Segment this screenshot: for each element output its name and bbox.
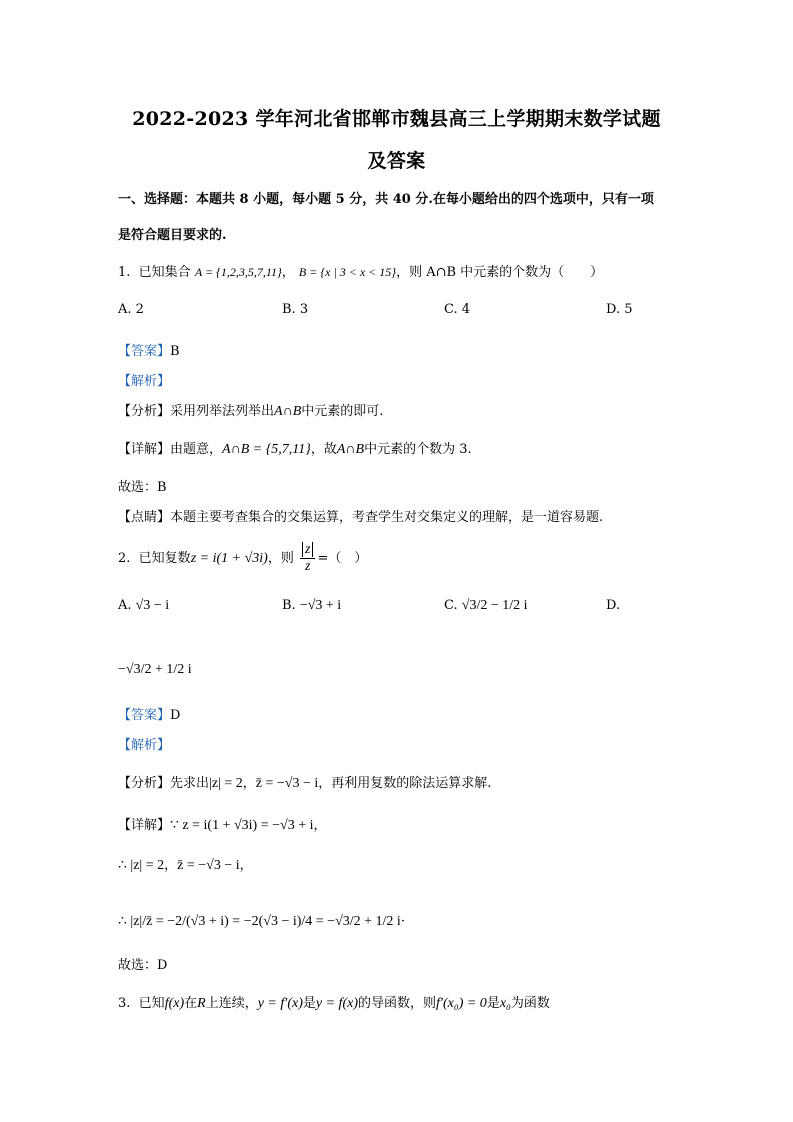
q2-stem: [118, 542, 367, 575]
q3-post: 为函数: [510, 996, 550, 1011]
q2-detail-expr: ∵ z = i(1 + √3i) = −√3 + i: [170, 818, 314, 833]
q2-number: 2.: [118, 551, 131, 566]
q2-stem-fraction: $\frac{z}{z}$: [300, 542, 315, 575]
q2-fenxi-pre: 先求出: [170, 776, 210, 791]
q2-option-a-label: A.: [118, 598, 132, 613]
q2-fenxi: [118, 774, 491, 794]
q1-option-a-label: A.: [118, 302, 132, 317]
q1-option-d-label: D.: [606, 302, 621, 317]
q2-answer: [118, 706, 180, 726]
q1-option-c: [444, 300, 470, 320]
q1-number: 1.: [118, 265, 131, 280]
q1-fenxi-post: 中元素的即可.: [301, 404, 384, 419]
q2-option-d-value-text: −√3/2 + 1/2 i: [118, 662, 192, 677]
q3-expr5: x₀: [499, 996, 511, 1011]
q1-stem: [118, 262, 603, 283]
q2-stem-post: =（ ）: [317, 551, 368, 566]
q2-step2-sep: ，: [164, 858, 178, 873]
q1-detail-expr: A∩B = {5,7,11}: [222, 442, 311, 457]
q2-step2-end: ，: [239, 858, 253, 873]
q2-option-c: [444, 596, 528, 616]
q3-stem: [118, 994, 550, 1014]
q1-answer-tag: 【答案】: [118, 344, 171, 359]
q2-step2-expr1: ∴ |z| = 2: [118, 858, 165, 873]
q1-stem-pre: 已知集合: [138, 265, 191, 280]
q2-analysis-tag: 【解析】: [118, 738, 171, 753]
q2-step3: [118, 912, 405, 932]
q2-stem-pre: 已知复数: [138, 551, 191, 566]
q1-option-b-label: B.: [282, 302, 296, 317]
q2-step2-expr2: z̄ = −√3 − i: [177, 858, 240, 873]
q1-comment-tag: 【点睛】: [118, 510, 171, 525]
q3-mid1: 在: [184, 996, 198, 1011]
q2-choose: 故选：D: [118, 958, 168, 973]
q1-option-d-value: 5: [624, 302, 633, 317]
q2-fenxi-tag: 【分析】: [118, 776, 171, 791]
doc-title-line1: 2022-2023 学年河北省邯郸市魏县高三上学期期末数学试题: [132, 108, 661, 130]
q1-detail-mid: ，故: [310, 442, 337, 457]
q1-stem-post: ，则 A∩B 中元素的个数为（ ）: [396, 265, 604, 280]
q2-option-d-label: D.: [606, 598, 621, 613]
q1-option-a: [118, 300, 144, 320]
q1-option-c-label: C.: [444, 302, 458, 317]
q2-answer-tag: 【答案】: [118, 708, 171, 723]
q2-fenxi-post: ，再利用复数的除法运算求解.: [318, 776, 492, 791]
q2-fenxi-sep: ，: [242, 776, 256, 791]
q1-set-a: A = {1,2,3,5,7,11}: [194, 265, 282, 279]
q2-answer-value: D: [170, 708, 181, 723]
q1-detail: [118, 440, 472, 460]
q3-mid4: 的导函数，则: [357, 996, 436, 1011]
doc-title-line2: 及答案: [367, 150, 426, 172]
q2-option-c-label: C.: [444, 598, 458, 613]
q1-detail-post: 中元素的个数为 3.: [364, 442, 472, 457]
q1-option-b-value: 3: [299, 302, 309, 317]
q1-fenxi-expr: A∩B: [274, 404, 302, 419]
q2-option-a-value: √3 − i: [135, 598, 170, 613]
q1-option-d: [606, 300, 633, 320]
q1-comment: [118, 508, 603, 528]
q2-option-d-value: [118, 660, 192, 680]
q1-option-c-value: 4: [461, 302, 471, 317]
q2-step2: [118, 856, 253, 876]
q3-expr3: y = f(x): [315, 996, 358, 1011]
q3-stem-pre: 已知: [138, 996, 165, 1011]
q3-expr4: f′(x₀) = 0: [436, 996, 487, 1011]
q2-option-b: [282, 596, 341, 616]
q1-option-b: [282, 300, 308, 320]
q1-answer-value: B: [170, 344, 180, 359]
q2-stem-mid: ，则: [267, 551, 294, 566]
q2-option-c-value: √3/2 − 1/2 i: [461, 598, 528, 613]
q2-fenxi-expr2: z̄ = −√3 − i: [255, 776, 319, 791]
q3-number: 3.: [118, 996, 131, 1011]
q2-step3-expr: ∴ |z|/z̄ = −2/(√3 + i) = −2(√3 − i)/4 = −√3/2 + 1/2 i: [118, 914, 401, 929]
q3-mid5: 是: [486, 996, 500, 1011]
q2-detail: [118, 816, 327, 836]
q2-stem-expr: z = i(1 + √3i): [190, 551, 268, 566]
q1-comment-text: 本题主要考查集合的交集运算，考查学生对交集定义的理解，是一道容易题.: [170, 510, 604, 525]
q2-option-b-label: B.: [282, 598, 296, 613]
q2-option-a: [118, 596, 169, 616]
q1-answer: [118, 342, 180, 362]
q1-sep: ，: [281, 265, 295, 280]
q3-mid2: 上连续，: [205, 996, 258, 1011]
q1-detail-pre: 由题意，: [170, 442, 223, 457]
q1-fenxi-pre: 采用列举法列举出: [170, 404, 275, 419]
q3-mid3: 是: [302, 996, 316, 1011]
q1-fenxi-tag: 【分析】: [118, 404, 171, 419]
q2-fenxi-expr1: |z| = 2: [209, 776, 243, 791]
q1-detail-expr2: A∩B: [336, 442, 365, 457]
section-heading-line2: 是符合题目要求的.: [118, 228, 227, 243]
q3-expr1: f(x): [164, 996, 185, 1011]
q2-option-b-value: −√3 + i: [299, 598, 342, 613]
q1-analysis-tag: 【解析】: [118, 374, 171, 389]
q2-step3-end: ·: [400, 914, 405, 929]
q1-fenxi: [118, 402, 383, 422]
q3-expr2: y = f′(x): [257, 996, 303, 1011]
q3-R: R: [197, 996, 206, 1011]
q1-option-a-value: 2: [135, 302, 144, 317]
q1-set-b: B = {x | 3 < x < 15}: [298, 265, 397, 279]
section-heading-line1: 一、选择题：本题共 8 小题，每小题 5 分，共 40 分.在每小题给出的四个选项中，只有一项: [118, 192, 654, 207]
q1-detail-tag: 【详解】: [118, 442, 171, 457]
q2-detail-end: ，: [313, 818, 327, 833]
q2-detail-tag: 【详解】: [118, 818, 171, 833]
q1-choose: 故选：B: [118, 480, 167, 495]
